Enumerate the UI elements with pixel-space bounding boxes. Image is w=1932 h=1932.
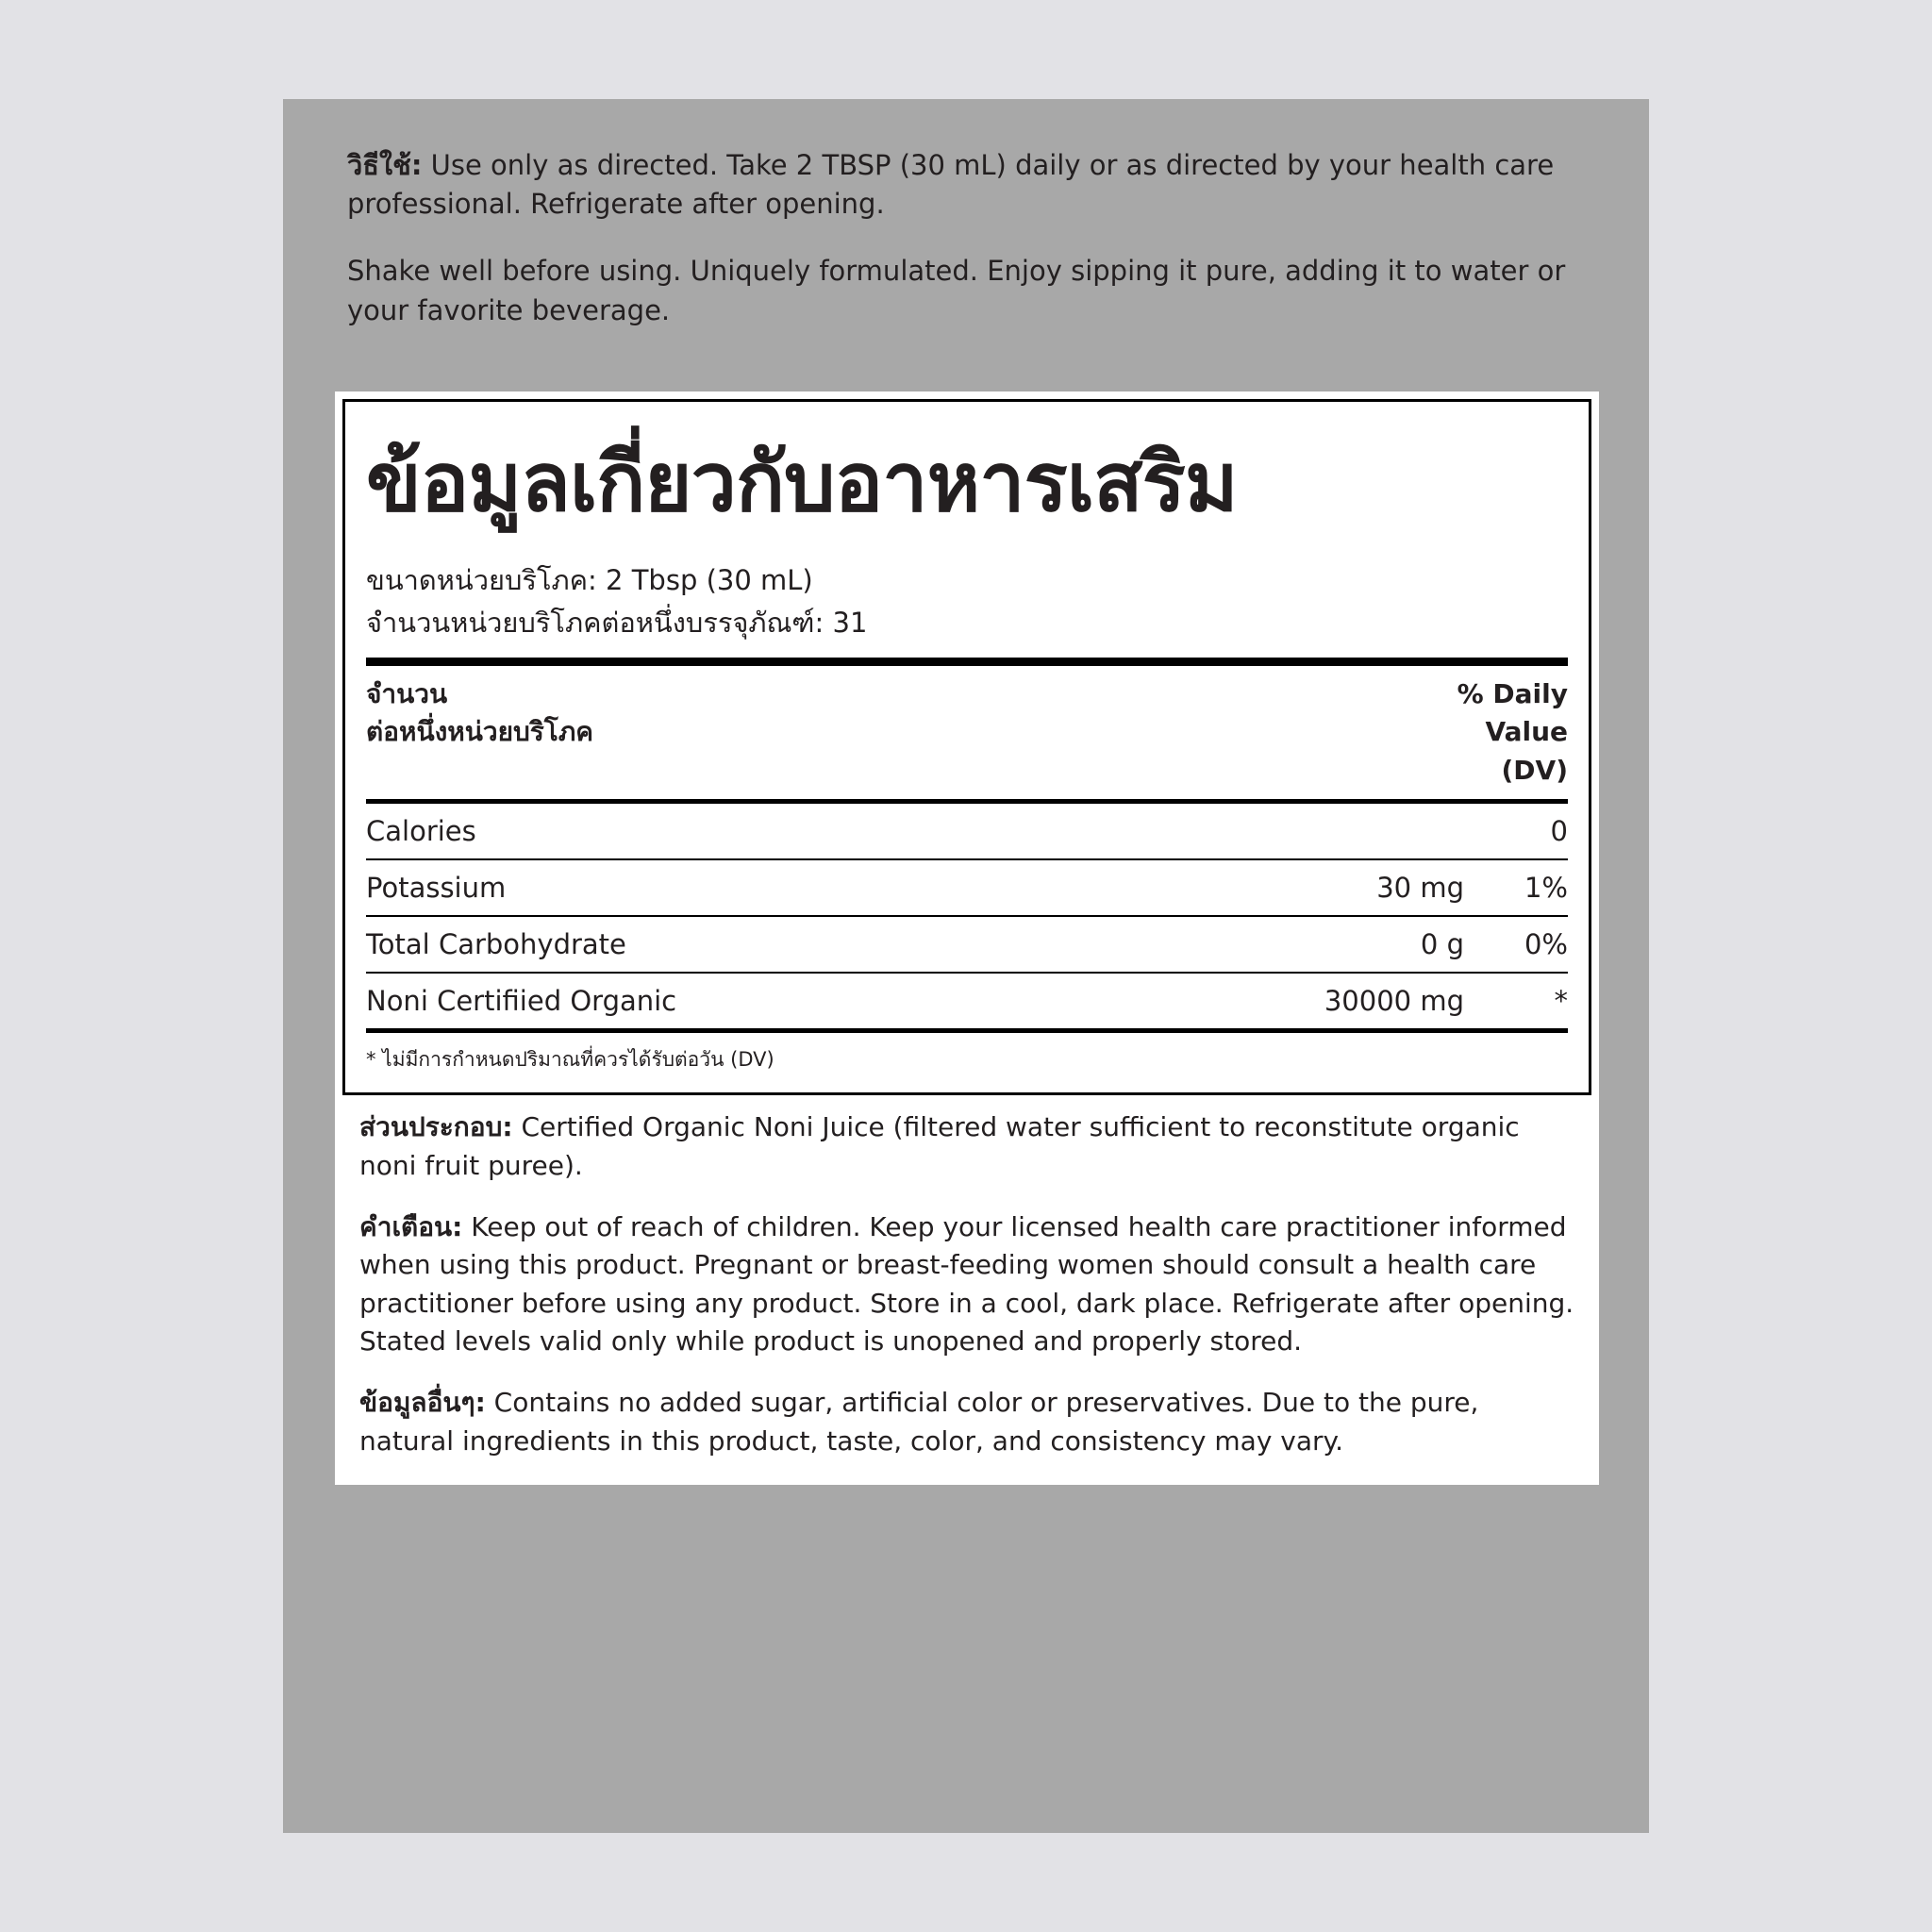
nutrient-name: Total Carbohydrate bbox=[366, 928, 626, 961]
nutrient-dv: * bbox=[1554, 985, 1568, 1018]
amount-header-line2: ต่อหนึ่งหน่วยบริโภค bbox=[366, 716, 594, 748]
usage-text: Use only as directed. Take 2 TBSP (30 mL) daily or as directed by your health care professional. Refrigerate after opening. bbox=[347, 149, 1555, 221]
supplement-facts-panel bbox=[335, 391, 1599, 1485]
nutrient-dv: 0% bbox=[1524, 928, 1568, 961]
dv-header-line2: Value bbox=[1485, 716, 1568, 748]
supplement-facts-title: ข้อมูลเกี่ยวกับอาหารเสริม bbox=[366, 436, 1238, 530]
label-page bbox=[283, 99, 1649, 1833]
nutrient-dv: 1% bbox=[1524, 872, 1568, 905]
usage-label: วิธีใช้: bbox=[347, 149, 423, 181]
warnings-label: คำเตือน: bbox=[359, 1210, 463, 1242]
nutrient-dv: 0 bbox=[1550, 815, 1568, 848]
ingredients-paragraph bbox=[359, 1108, 1574, 1185]
nutrient-name: Calories bbox=[366, 815, 476, 848]
other-info-text: Contains no added sugar, artificial color or preservatives. Due to the pure, natural ingredients in this product, taste, color, and consistency may vary. bbox=[359, 1386, 1479, 1457]
table-row bbox=[366, 917, 1568, 972]
directions-section bbox=[347, 146, 1574, 358]
details-section bbox=[335, 1095, 1599, 1485]
other-info-paragraph bbox=[359, 1384, 1574, 1460]
table-row bbox=[366, 974, 1568, 1028]
dv-header-line1: % Daily bbox=[1457, 677, 1568, 709]
ingredients-text: Certified Organic Noni Juice (filtered water sufficient to reconstitute organic noni fruit puree). bbox=[359, 1111, 1520, 1181]
ingredients-label: ส่วนประกอบ: bbox=[359, 1111, 513, 1143]
divider-thick-top bbox=[366, 658, 1568, 666]
nutrient-amount: 0 g bbox=[1420, 928, 1464, 961]
warnings-text: Keep out of reach of children. Keep your licensed health care practitioner informed when using this product. Pregnant or breast-feeding women should consult a health care practitioner before using any product. Store in a cool, dark place. Refrigerate after opening. Stated levels valid only while product is unopened and properly stored. bbox=[359, 1210, 1574, 1357]
serving-size: ขนาดหน่วยบริโภค: 2 Tbsp (30 mL) bbox=[366, 563, 813, 596]
usage-paragraph bbox=[347, 146, 1574, 224]
nutrient-amount: 30000 mg bbox=[1324, 985, 1464, 1018]
daily-value-header bbox=[1457, 675, 1568, 791]
amount-header-line1: จำนวน bbox=[366, 677, 448, 709]
servings-per-container: จำนวนหน่วยบริโภคต่อหนึ่งบรรจุภัณฑ์: 31 bbox=[366, 606, 868, 639]
dv-header-line3: (DV) bbox=[1501, 754, 1568, 786]
amount-header-left bbox=[366, 675, 593, 752]
table-row bbox=[366, 804, 1568, 858]
shake-paragraph: Shake well before using. Uniquely formulated. Enjoy sipping it pure, adding it to water or your favorite beverage. bbox=[347, 255, 1566, 326]
other-info-label: ข้อมูลอื่นๆ: bbox=[359, 1386, 486, 1418]
nutrient-name: Noni Certifiied Organic bbox=[366, 985, 677, 1018]
supplement-facts-box bbox=[342, 399, 1591, 1095]
warnings-paragraph bbox=[359, 1208, 1574, 1361]
nutrient-name: Potassium bbox=[366, 872, 507, 905]
table-header bbox=[366, 666, 1568, 800]
table-row bbox=[366, 860, 1568, 915]
daily-value-footnote: * ไม่มีการกำหนดปริมาณที่ควรได้รับต่อวัน (DV) bbox=[366, 1048, 774, 1072]
nutrient-amount: 30 mg bbox=[1376, 872, 1464, 905]
